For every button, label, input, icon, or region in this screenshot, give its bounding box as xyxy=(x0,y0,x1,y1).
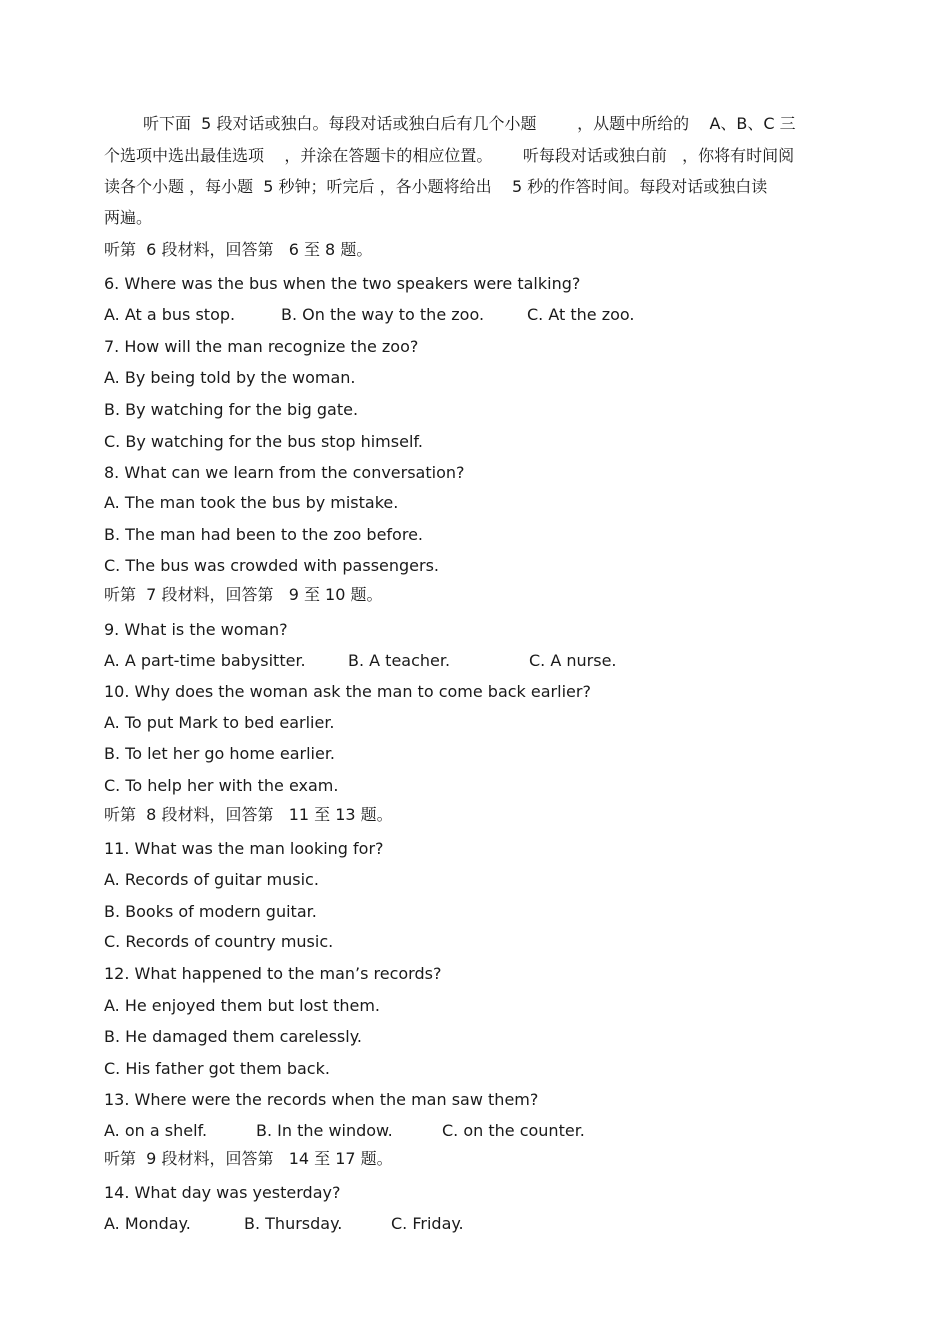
question-13-option-c: C. on the counter. xyxy=(442,1121,585,1140)
question-10-option-b: B. To let her go home earlier. xyxy=(104,744,336,763)
question-6-option-b: B. On the way to the zoo. xyxy=(281,305,485,324)
question-14: 14. What day was yesterday? xyxy=(104,1183,341,1202)
question-6-option-a: A. At a bus stop. xyxy=(104,305,236,324)
question-14-option-c: C. Friday. xyxy=(391,1214,464,1233)
question-6: 6. Where was the bus when the two speakers were talking? xyxy=(104,274,581,293)
section-8-heading: 听第 8 段材料，回答第 11 至 13 题。 xyxy=(104,805,393,824)
question-10-option-c: C. To help her with the exam. xyxy=(104,776,339,795)
intro-line-4: 两遍。 xyxy=(104,208,153,227)
question-6-option-c: C. At the zoo. xyxy=(527,305,635,324)
intro-line-3: 读各个小题 ，每小题 5 秒钟；听完后 ，各小题将给出 5 秒的作答时间。每段对话或独白读 xyxy=(104,177,768,196)
section-6-heading: 听第 6 段材料，回答第 6 至 8 题。 xyxy=(104,240,373,259)
question-11-option-c: C. Records of country music. xyxy=(104,932,334,951)
question-14-option-b: B. Thursday. xyxy=(244,1214,343,1233)
intro-line-1: 听下面 5 段对话或独白。每段对话或独白后有几个小题 ，从题中所给的 A、B、C 三 xyxy=(143,114,796,133)
question-14-option-a: A. Monday. xyxy=(104,1214,191,1233)
intro-line-2: 个选项中选出最佳选项 ，并涂在答题卡的相应位置。 听每段对话或独白前 ，你将有时间阅 xyxy=(104,146,795,165)
question-13: 13. Where were the records when the man saw them? xyxy=(104,1090,539,1109)
question-9: 9. What is the woman? xyxy=(104,620,288,639)
section-9-heading: 听第 9 段材料，回答第 14 至 17 题。 xyxy=(104,1149,393,1168)
question-11-option-a: A. Records of guitar music. xyxy=(104,870,319,889)
question-8: 8. What can we learn from the conversation? xyxy=(104,463,465,482)
question-10: 10. Why does the woman ask the man to come back earlier? xyxy=(104,682,591,701)
question-9-option-c: C. A nurse. xyxy=(529,651,617,670)
question-9-option-a: A. A part-time babysitter. xyxy=(104,651,306,670)
question-7-option-b: B. By watching for the big gate. xyxy=(104,400,359,419)
question-8-option-c: C. The bus was crowded with passengers. xyxy=(104,556,440,575)
question-12-option-c: C. His father got them back. xyxy=(104,1059,330,1078)
question-11-option-b: B. Books of modern guitar. xyxy=(104,902,317,921)
question-7-option-c: C. By watching for the bus stop himself. xyxy=(104,432,423,451)
question-13-option-a: A. on a shelf. xyxy=(104,1121,208,1140)
question-12-option-a: A. He enjoyed them but lost them. xyxy=(104,996,381,1015)
question-13-option-b: B. In the window. xyxy=(256,1121,393,1140)
question-9-option-b: B. A teacher. xyxy=(348,651,451,670)
question-7: 7. How will the man recognize the zoo? xyxy=(104,337,419,356)
section-7-heading: 听第 7 段材料，回答第 9 至 10 题。 xyxy=(104,585,383,604)
question-8-option-b: B. The man had been to the zoo before. xyxy=(104,525,423,544)
question-8-option-a: A. The man took the bus by mistake. xyxy=(104,493,399,512)
question-7-option-a: A. By being told by the woman. xyxy=(104,368,356,387)
question-12-option-b: B. He damaged them carelessly. xyxy=(104,1027,362,1046)
question-10-option-a: A. To put Mark to bed earlier. xyxy=(104,713,335,732)
question-11: 11. What was the man looking for? xyxy=(104,839,384,858)
question-12: 12. What happened to the man’s records? xyxy=(104,964,442,983)
